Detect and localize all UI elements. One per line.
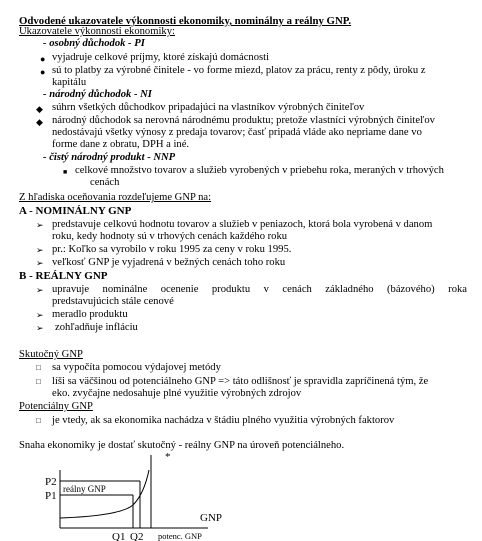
pi-item-1: vyjadruje celkové príjmy, ktoré získajú domácnosti [52, 52, 270, 63]
pi-label: osobný důchodok - PI [49, 38, 145, 49]
actual-item-2-line-2: eko. zvyčajne nedosahuje plné využitie výrobných zdrojov [52, 388, 302, 399]
split-heading: Z hľadiska oceňovania rozdeľujeme GNP na: [19, 192, 212, 203]
actual-item-2-line-1: líši sa väčšinou od potenciálneho GNP => táto odlišnosť je spravidla zapríčinená tým, že [52, 376, 429, 387]
p1-label: P1 [45, 490, 57, 502]
q1-label: Q1 [112, 531, 126, 541]
nnp-item-1-line-1: celkové množstvo tovarov a služieb vyrobených v priebehu roka, meraných v trhových [75, 165, 444, 176]
pi-item-2-line-2: kapitálu [52, 77, 87, 88]
nominal-heading: A - NOMINÁLNY GNP [19, 205, 132, 217]
potential-heading: Potenciálny GNP [19, 401, 93, 412]
arrowhead-icon: ➢ [36, 245, 44, 255]
real-item-1-line-2: predstavujúcich stále cenové [52, 296, 174, 307]
actual-item-1: sa vypočíta pomocou výdajovej metódy [52, 362, 221, 373]
hollow-square-icon: □ [36, 416, 41, 425]
arrowhead-icon: ➢ [36, 258, 44, 268]
real-heading: B - REÁLNY GNP [19, 270, 108, 282]
real-gnp-curve-label: reálny GNP [63, 484, 106, 494]
arrowhead-icon: ➢ [36, 323, 44, 333]
real-item-1-line-1: upravuje nominálne ocenenie produktu v cenách základného (bázového) roka [52, 284, 467, 295]
nominal-item-1-line-2: roku, kedy hodnoty sú v trhových cenách každého roku [52, 231, 288, 242]
intro-heading: Ukazovatele výkonnosti ekonomiky: [19, 26, 175, 37]
real-gnp-curve [60, 470, 149, 518]
arrowhead-icon: ➢ [36, 310, 44, 320]
diamond-icon: ◆ [36, 104, 43, 114]
q2-label: Q2 [130, 531, 144, 541]
hollow-square-icon: □ [36, 377, 41, 386]
ni-item-2-line-1: národný důchodok sa nerovná národnému produktu; pretože vlastníci výrobných činiteľov [52, 115, 435, 126]
potential-gnp-label: potenc. GNP [158, 531, 202, 541]
document-title: Odvodené ukazovatele výkonnosti ekonomiky, nominálny a reálny GNP. [19, 15, 352, 27]
ni-label: národný důchodok - NI [49, 89, 152, 100]
pi-item-2-line-1: sú to platby za výrobné činitele - vo forme miezd, platov za prácu, renty z pôdy, úroku z [52, 65, 426, 76]
pi-subheading: - osobný důchodok - PI [43, 38, 145, 49]
p2-label: P2 [45, 476, 57, 488]
potential-star: * [165, 451, 171, 463]
potential-item-1: je vtedy, ak sa ekonomika nachádza v štádiu plného využitia výrobných faktorov [52, 415, 395, 426]
ni-item-2-line-2: nedostávajú všetky výnosy z predaja tovarov; časť pripadá vláde ako nepriame dane vo [52, 127, 422, 138]
real-item-2: meradlo produktu [52, 309, 128, 320]
square-dot-icon: ■ [63, 168, 68, 176]
nnp-label: čistý národný produkt - NNP [49, 152, 176, 163]
ni-subheading: - národný důchodok - NI [43, 89, 152, 100]
nominal-item-1-line-1: predstavuje celkovú hodnotu tovarov a služieb v peniazoch, ktorá bola vyrobená v danom [52, 219, 433, 230]
nominal-item-3: veľkosť GNP je vyjadrená v bežných cenách toho roku [52, 257, 286, 268]
actual-heading: Skutočný GNP [19, 349, 83, 360]
round-dot-icon: ● [40, 67, 46, 77]
diamond-icon: ◆ [36, 117, 43, 127]
nnp-item-1-line-2: cenách [90, 177, 120, 188]
real-item-3: zohľadňuje infláciu [55, 322, 138, 333]
x-axis-label: GNP [200, 512, 223, 524]
nnp-subheading: - čistý národný produkt - NNP [43, 152, 176, 163]
closing-sentence: Snaha ekonomiky je dostať skutočný - reálny GNP na úroveň potenciálneho. [19, 440, 345, 451]
ni-item-2-line-3: forme dane z obratu, DPH a iné. [52, 139, 190, 150]
ni-item-1: súhrn všetkých důchodkov pripadajúci na vlastníkov výrobných činiteľov [52, 102, 365, 113]
arrowhead-icon: ➢ [36, 285, 44, 295]
hollow-square-icon: □ [36, 363, 41, 372]
round-dot-icon: ● [40, 54, 46, 64]
nominal-item-2: pr.: Koľko sa vyrobilo v roku 1995 za ceny v roku 1995. [52, 244, 292, 255]
arrowhead-icon: ➢ [36, 220, 44, 230]
